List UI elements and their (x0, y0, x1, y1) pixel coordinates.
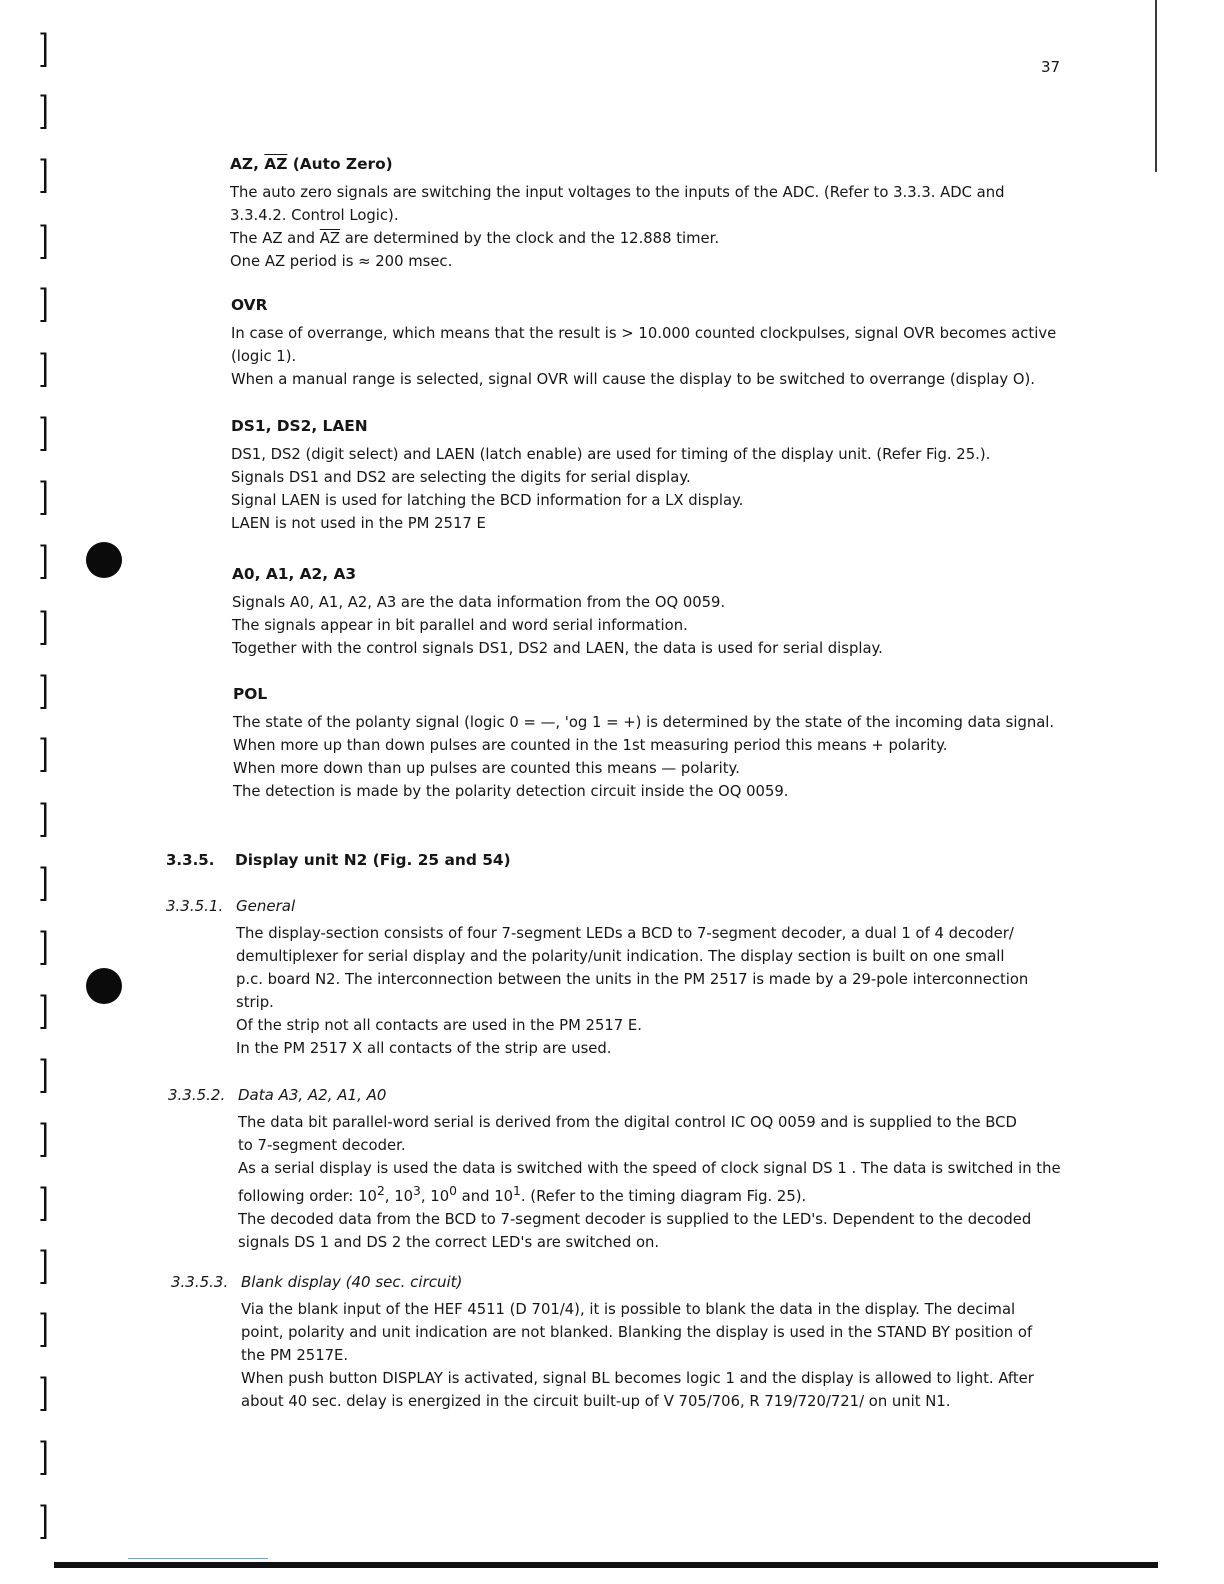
s3353-section (241, 1270, 1034, 1413)
punch-hole (86, 542, 122, 578)
ovr-section (231, 293, 1056, 391)
pol-section (233, 682, 1054, 803)
paragraph-line: When more up than down pulses are counted in the 1st measuring period this means + polarity. (233, 737, 948, 754)
binding-bracket: ] (38, 475, 49, 519)
paragraph-line: The data bit parallel-word serial is derived from the digital control IC OQ 0059 and is supplied to the BCD (238, 1114, 1017, 1131)
section-number: 3.3.5. (166, 851, 215, 869)
paragraph-line: The decoded data from the BCD to 7-segment decoder is supplied to the LED's. Dependent to the decoded (238, 1210, 1032, 1228)
paragraph-line: The detection is made by the polarity detection circuit inside the OQ 0059. (233, 783, 789, 800)
section-number: 3.3.5.3. (171, 1273, 229, 1291)
az-section (230, 152, 1005, 273)
paragraph-line: Signals DS1 and DS2 are selecting the digits for serial display. (231, 469, 691, 486)
binding-bracket: ] (38, 411, 49, 455)
binding-bracket: ] (38, 89, 49, 133)
binding-bracket: ] (38, 539, 49, 583)
binding-bracket: ] (38, 153, 49, 197)
binding-bracket: ] (38, 797, 49, 841)
s3351-section (236, 894, 1028, 1060)
binding-bracket: ] (38, 219, 49, 263)
page-number: 37 (1041, 58, 1061, 76)
paragraph-line: The AZ and $\overline{AZ}$ are determined by the clock and the 12.888 timer. (230, 230, 720, 247)
binding-bracket: ] (38, 1307, 49, 1351)
paragraph-line: to 7-segment decoder. (238, 1137, 406, 1154)
binding-bracket: ] (38, 925, 49, 969)
binding-bracket: ] (38, 1244, 49, 1288)
paragraph-line: strip. (236, 994, 274, 1011)
paragraph-line: 3.3.4.2. Control Logic). (230, 207, 399, 224)
page-bottom-rule (54, 1562, 1158, 1568)
paragraph-line: (logic 1). (231, 348, 297, 365)
scan-mark (128, 1558, 268, 1559)
binding-bracket: ] (38, 282, 49, 326)
paragraph-line: following order: $10^2$, $10^3$, $10^0$ and $10^1$. (Refer to the timing diagram Fig. 25). (238, 1184, 807, 1205)
binding-bracket: ] (38, 732, 49, 776)
binding-bracket: ] (38, 1435, 49, 1479)
paragraph-line: p.c. board N2. The interconnection between the units in the PM 2517 is made by a 29-pole interconnection (236, 971, 1029, 988)
az-heading: AZ, $\overline{AZ}$ (Auto Zero) (230, 155, 393, 173)
paragraph-line: demultiplexer for serial display and the polarity/unit indication. The display section is built on one small (236, 948, 1005, 965)
paragraph-line: The signals appear in bit parallel and word serial information. (232, 617, 688, 634)
s3353-heading: Blank display (40 sec. circuit) (241, 1273, 463, 1291)
paragraph-line: As a serial display is used the data is switched with the speed of clock signal DS 1 . The data is switched in the (238, 1160, 1061, 1177)
s3352-heading: Data A3, A2, A1, A0 (238, 1086, 387, 1104)
paragraph-line: In the PM 2517 X all contacts of the strip are used. (236, 1040, 612, 1057)
paragraph-line: One AZ period is ≈ 200 msec. (230, 253, 453, 270)
binding-bracket: ] (38, 1371, 49, 1415)
s3351-heading: General (236, 897, 296, 915)
paragraph-line: Of the strip not all contacts are used in the PM 2517 E. (236, 1017, 642, 1034)
paragraph-line: When more down than up pulses are counted this means — polarity. (233, 760, 740, 777)
binding-bracket: ] (38, 347, 49, 391)
paragraph-line: DS1, DS2 (digit select) and LAEN (latch enable) are used for timing of the display unit. (Refer Fig. 25.). (231, 446, 991, 463)
s3352-section (238, 1083, 1061, 1254)
paragraph-line: In case of overrange, which means that the result is > 10.000 counted clockpulses, signal OVR becomes active (231, 325, 1057, 342)
paragraph-line: LAEN is not used in the PM 2517 E (231, 515, 486, 532)
binding-bracket: ] (38, 669, 49, 713)
ds-heading: DS1, DS2, LAEN (231, 417, 368, 435)
paragraph-line: about 40 sec. delay is energized in the circuit built-up of V 705/706, R 719/720/721/ on unit N1. (241, 1393, 951, 1410)
s335-heading: Display unit N2 (Fig. 25 and 54) (235, 851, 511, 869)
a0-section (232, 562, 883, 660)
binding-bracket: ] (38, 861, 49, 905)
page-edge-rule (1155, 0, 1157, 172)
binding-bracket: ] (38, 1181, 49, 1225)
s335-section (235, 848, 511, 872)
paragraph-line: The state of the polanty signal (logic 0 = —, 'og 1 = +) is determined by the state of the incoming data signal. (233, 714, 1055, 731)
paragraph-line: signals DS 1 and DS 2 the correct LED's are switched on. (238, 1233, 660, 1251)
paragraph-line: The display-section consists of four 7-segment LEDs a BCD to 7-segment decoder, a dual 1 of 4 decoder/ (236, 925, 1014, 942)
punch-hole (86, 968, 122, 1004)
a0-heading: A0, A1, A2, A3 (232, 565, 357, 583)
binding-bracket: ] (38, 1499, 49, 1543)
binding-bracket: ] (38, 605, 49, 649)
binding-bracket: ] (38, 27, 49, 71)
paragraph-line: The auto zero signals are switching the input voltages to the inputs of the ADC. (Refer to 3.3.3. ADC and (230, 184, 1005, 201)
paragraph-line: When a manual range is selected, signal OVR will cause the display to be switched to overrange (display O). (231, 371, 1035, 388)
ovr-heading: OVR (231, 296, 268, 314)
paragraph-line: Signal LAEN is used for latching the BCD information for a LX display. (231, 492, 744, 509)
binding-bracket: ] (38, 989, 49, 1033)
ds-section (231, 414, 990, 535)
paragraph-line: Together with the control signals DS1, DS2 and LAEN, the data is used for serial display. (232, 640, 883, 657)
paragraph-line: point, polarity and unit indication are not blanked. Blanking the display is used in the STAND BY position of (241, 1324, 1033, 1341)
paragraph-line: When push button DISPLAY is activated, signal BL becomes logic 1 and the display is allowed to light. After (241, 1370, 1034, 1387)
paragraph-line: Signals A0, A1, A2, A3 are the data information from the OQ 0059. (232, 594, 726, 611)
paragraph-line: Via the blank input of the HEF 4511 (D 701/4), it is possible to blank the data in the display. The decimal (241, 1301, 1016, 1318)
binding-bracket: ] (38, 1117, 49, 1161)
pol-heading: POL (233, 685, 268, 703)
section-number: 3.3.5.2. (168, 1086, 226, 1104)
binding-bracket: ] (38, 1053, 49, 1097)
paragraph-line: the PM 2517E. (241, 1347, 349, 1364)
section-number: 3.3.5.1. (166, 897, 224, 915)
